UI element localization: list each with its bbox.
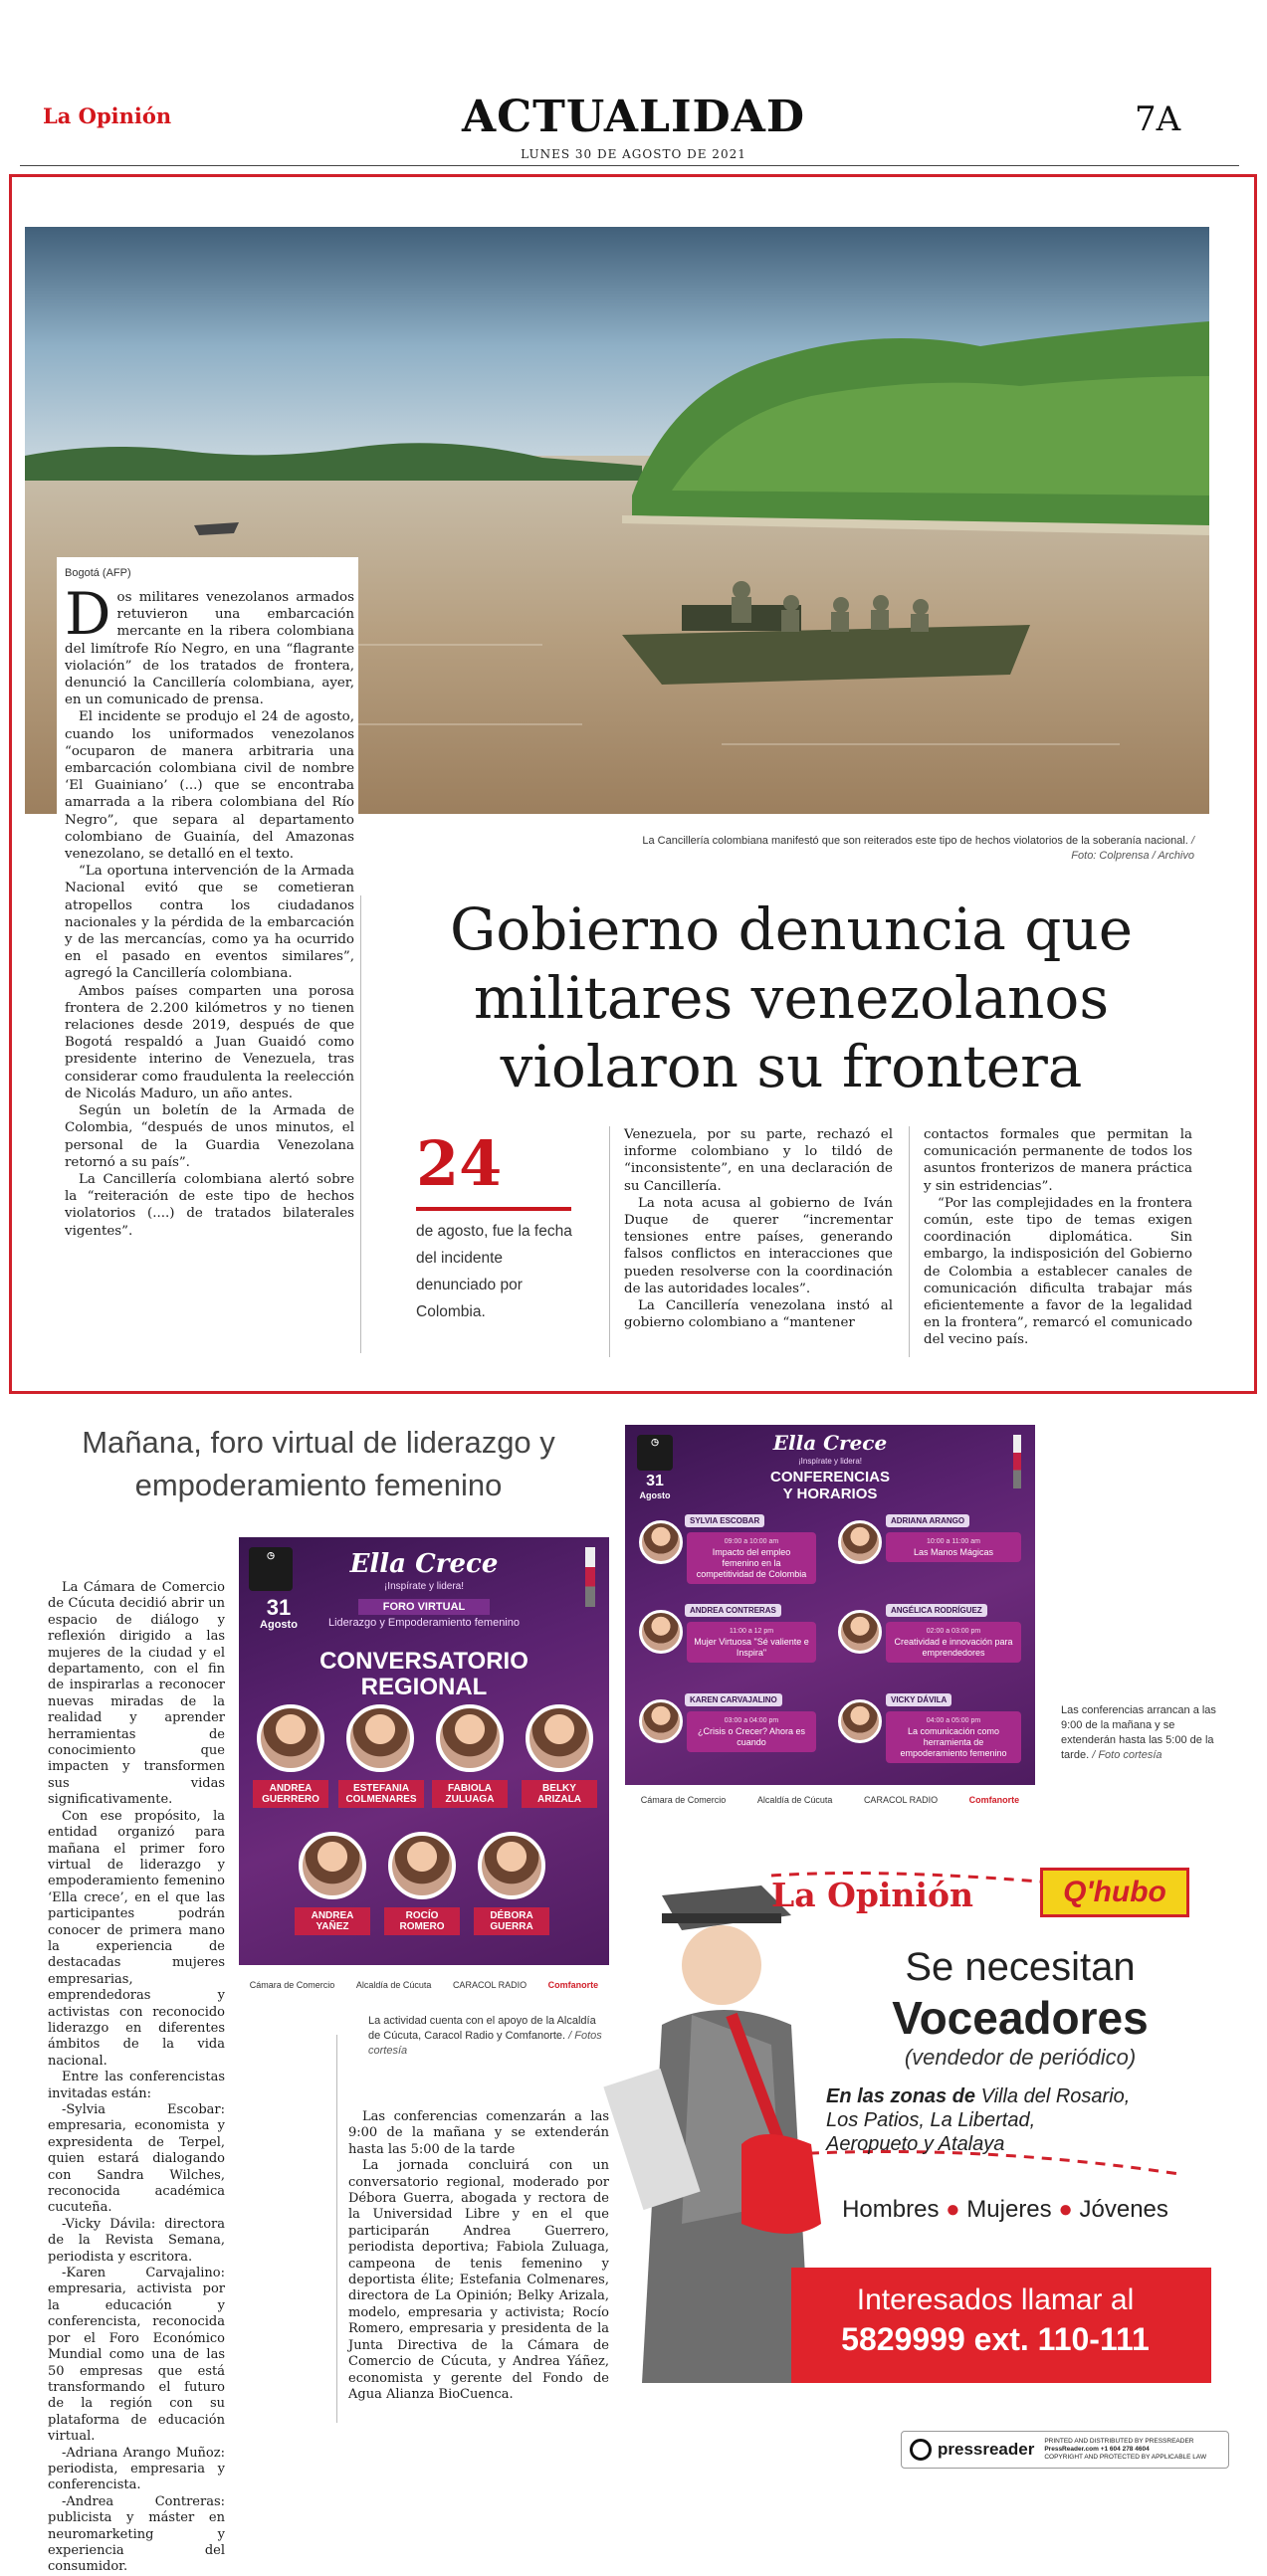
column-divider (909, 1126, 910, 1357)
poster-day: 31 (646, 1473, 664, 1489)
body-paragraph: Entre las conferencistas invitadas están: (48, 2070, 225, 2101)
slot-speaker: ANDREA CONTRERAS (685, 1604, 781, 1617)
body-paragraph: La nota acusa al gobierno de Iván Duque de querer “incrementar tensiones entre países, generando falsos conflictos en interacciones que pueden resolverse con la coordinación de las autoridades locales”. (624, 1195, 893, 1296)
poster-brand: Ella Crece (772, 1431, 888, 1455)
slot-speaker: VICKY DÁVILA (886, 1693, 951, 1706)
body-paragraph: La Cancillería colombiana alertó sobre la “reiteración de este tipo de hechos violatorios (....) de tratados bilaterales vigentes”. (65, 1171, 354, 1239)
body-paragraph: -Adriana Arango Muñoz: periodista, empresaria y conferencista. (48, 2445, 225, 2493)
body-paragraph: -Karen Carvajalino: empresaria, activista por la educación y conferencista, reconocida por el Foro Económico Mundial como una de las 50 empresas que está transformando el futuro de la región con su plataforma de educación virtual. (48, 2266, 225, 2445)
avatar (299, 1832, 366, 1899)
body-paragraph: -Andrea Contreras: publicista y máster en neuromarketing y experiencia del consumidor. (48, 2493, 225, 2575)
poster-title-line2: Y HORARIOS (782, 1486, 878, 1502)
body-paragraph: -Sylvia Escobar: empresaria, economista y expresidenta de Terpel, quien estará dialogando con Sandra Wilches, reconocida académica cucuteña. (48, 2102, 225, 2216)
poster-tagline: ¡Inspírate y lidera! (797, 1457, 863, 1466)
poster-subtitle: Liderazgo y Empoderamiento femenino (327, 1617, 520, 1629)
poster-day: 31 (266, 1595, 292, 1620)
slot-time: 04:00 a 05:00 pm (926, 1717, 981, 1724)
article-column-b (624, 1126, 893, 1331)
column-divider (360, 895, 361, 1353)
sponsor-logo: CARACOL RADIO (863, 1795, 939, 1805)
poster-month: Agosto (639, 1490, 671, 1500)
bullet-icon: ● (946, 2196, 967, 2223)
body-paragraph: Con ese propósito, la entidad organizó para mañana el primer foro virtual de liderazgo y empoderamiento femenino ‘Ella crece’, en el que las participantes podrán conocer de primera mano la experiencia de destacadas mujeres empresarias, emprendedoras y activistas con reconocido liderazgo en diferentes ámbitos de la vida nacional. (48, 1808, 225, 2069)
speaker-name: ESTEFANIA COLMENARES (338, 1780, 424, 1808)
poster1-caption (368, 2014, 607, 2059)
slot-topic-text: Impacto del empleo femenino en la competitividad de Colombia (696, 1547, 807, 1579)
audience-item: Jóvenes (1079, 2196, 1168, 2223)
caption-text: Las conferencias arrancan a las 9:00 de la mañana y se extenderán hasta las 5:00 de la tarde. (1061, 1704, 1216, 1761)
slot-time: 09:00 a 10:00 am (724, 1538, 779, 1545)
foro-column-1 (48, 1580, 225, 2576)
poster-color-bars (585, 1547, 595, 1607)
ad-zone: Los Patios, La Libertad, (826, 2109, 1036, 2131)
foro-column-2 (348, 2109, 609, 2403)
slot-topic (687, 1711, 816, 1752)
ad-audience (806, 2196, 1204, 2224)
section-title: ACTUALIDAD (461, 92, 806, 142)
lead-column (57, 557, 358, 1363)
avatar (436, 1704, 504, 1772)
avatar (257, 1704, 324, 1772)
slot-topic-text: Las Manos Mágicas (913, 1547, 994, 1557)
slot-speaker: SYLVIA ESCOBAR (685, 1514, 764, 1527)
poster-color-bars (1013, 1435, 1021, 1488)
ad-zone: Aeropueto y Atalaya (826, 2133, 1005, 2155)
sponsor-logo: Alcaldía de Cúcuta (355, 1980, 432, 1990)
pressreader-line: COPYRIGHT AND PROTECTED BY APPLICABLE LAW (1044, 2454, 1207, 2461)
pressreader-wordmark: pressreader (938, 2440, 1035, 2459)
page-number: 7A (1135, 99, 1181, 139)
slot-time: 10:00 a 11:00 am (927, 1538, 980, 1545)
conversatorio-poster (239, 1537, 609, 2005)
body-paragraph: La Cancillería venezolana instó al gobierno colombiano a “mantener (624, 1298, 893, 1331)
speaker-name: ROCÍO ROMERO (384, 1907, 460, 1935)
calendar-icon: ◷ (249, 1547, 293, 1591)
article-column-c (924, 1126, 1192, 1349)
sponsor-logos (239, 1965, 609, 2005)
pressreader-line: PressReader.com +1 604 278 4604 (1044, 2446, 1150, 2453)
foro-headline: Mañana, foro virtual de liderazgo y empoderamiento femenino (82, 1425, 555, 1502)
poster-brand: Ella Crece (349, 1549, 499, 1579)
ad-line2: Voceadores (892, 1992, 1149, 2044)
sponsor-logo: Comfanorte (968, 1795, 1020, 1805)
speaker-name: ANDREA GUERRERO (253, 1780, 328, 1808)
conferencias-poster (625, 1425, 1035, 1815)
caption-text: La actividad cuenta con el apoyo de la Alcaldía de Cúcuta, Caracol Radio y Comfanorte. (368, 2015, 596, 2042)
sponsor-logo: Alcaldía de Cúcuta (756, 1795, 833, 1805)
avatar (639, 1699, 683, 1743)
slot-topic-text: Creatividad e innovación para emprendedores (894, 1637, 1013, 1658)
ad-brand-laopinion: La Opinión (771, 1876, 973, 1914)
speaker-name: DÉBORA GUERRA (474, 1907, 549, 1935)
body-paragraph: Las conferencias comenzarán a las 9:00 de la mañana y se extenderán hasta las 5:00 de la tarde (348, 2109, 609, 2157)
slot-topic-text: La comunicación como herramienta de empoderamiento femenino (900, 1726, 1007, 1758)
dateline: Bogotá (AFP) (65, 567, 131, 579)
body-paragraph: La jornada concluirá con un conversatorio regional, moderado por Débora Guerra, abogada y rectora de la Universidad Libre y en el que participarán Andrea Guerrero, periodista deportiva; Fabiola Zuluaga, campeona de tenis femenino y deportista élite; Estefania Colmenares, directora de La Opinión; Belky Arizala, modelo, empresaria y activista; Rocío Romero, empresaria y presidenta de la Junta Directiva de la Cámara de Comercio de Cúcuta, y Andrea Yáñez, economista y gerente del Fondo de Agua Alianza BioCuenca. (348, 2158, 609, 2402)
slot-speaker: ANGÉLICA RODRÍGUEZ (886, 1604, 987, 1617)
photo-caption (627, 834, 1194, 864)
stat-text: de agosto, fue la fecha del incidente denunciado por Colombia. (416, 1223, 572, 1320)
stat-rule (416, 1207, 571, 1211)
ad-zones (826, 2084, 1204, 2156)
sponsor-logo: CARACOL RADIO (452, 1980, 528, 1990)
column-divider (609, 1126, 610, 1357)
body-paragraph: contactos formales que permitan la comunicación permanente de todos los asuntos fronterizos de manera práctica y sin estridencias”. (924, 1127, 1192, 1194)
slot-topic-text: ¿Crisis o Crecer? Ahora es cuando (697, 1726, 806, 1747)
slot-speaker: ADRIANA ARANGO (886, 1514, 969, 1527)
ad-line1: Se necesitan (905, 1945, 1136, 1989)
avatar (639, 1520, 683, 1564)
avatar (838, 1610, 882, 1654)
sponsor-logo: Cámara de Comercio (249, 1980, 335, 1990)
avatar (526, 1704, 593, 1772)
avatar (478, 1832, 545, 1899)
lead-paragraph (65, 580, 354, 708)
avatar (639, 1610, 683, 1654)
poster-title-line1: CONFERENCIAS (769, 1469, 890, 1486)
ad-brand-qhubo: Q'hubo (1040, 1868, 1189, 1917)
sponsor-logos (625, 1785, 1035, 1815)
pressreader-badge (901, 2431, 1229, 2469)
lead-paragraph-text: os militares venezolanos armados retuvieron una embarcación mercante en la ribera colombiana del limítrofe Río Negro, en una “flagrante violación” de los tratados de frontera, denunció la Cancillería colombiana, ayer, en un comunicado de prensa. (65, 590, 354, 708)
body-paragraph: “La oportuna intervención de la Armada Nacional evitó que se cometieran atropellos contra los ciudadanos nacionales y la pérdida de la embarcación y de las mercancías, como ya ha ocurrido en el pasado en eventos similares”, agregó la Cancillería colombiana. (65, 864, 354, 982)
audience-item: Mujeres (966, 2196, 1052, 2223)
poster-title (715, 1469, 946, 1502)
body-paragraph: Según un boletín de la Armada de Colombia, “después de unos minutos, el personal de la Guardia Venezolana retornó a su país”. (65, 1103, 354, 1170)
drop-cap: D (65, 580, 111, 648)
avatar (838, 1520, 882, 1564)
slot-time: 11:00 a 12 pm (729, 1628, 774, 1635)
slot-topic (687, 1622, 816, 1663)
body-paragraph: La Cámara de Comercio de Cúcuta decidió abrir un espacio de diálogo y reflexión dirigido a las mujeres de la ciudad y el departamento, con el fin de inspirarlas a reconocer nuevas miradas de la realidad y aprender herramientas de conocimiento que impacten y transformen sus vidas significativamente. (48, 1580, 225, 1808)
ad-cta-phone: 5829999 ext. 110-111 (841, 2321, 1150, 2357)
body-paragraph: “Por las complejidades en la frontera común, este tipo de temas exigen coordinación diplomática. Sin embargo, la indisposición del Gobierno de Colombia a establecer canales de comunicación dificulta trabajar más eficientemente a favor de la legalidad en la frontera”, remarcó el comunicado del vecino país. (924, 1195, 1192, 1348)
poster2-caption (1061, 1703, 1230, 1763)
ad-zone: Villa del Rosario, (980, 2085, 1131, 2107)
avatar (388, 1832, 456, 1899)
slot-topic-text: Mujer Virtuosa "Sé valiente e Inspira" (694, 1637, 809, 1658)
ad-line3: (vendedor de periódico) (904, 2045, 1137, 2070)
bullet-icon: ● (1058, 2196, 1080, 2223)
audience-item: Hombres (842, 2196, 940, 2223)
column-divider (336, 2035, 337, 2423)
body-paragraph: Venezuela, por su parte, rechazó el informe colombiano y lo tildó de “inconsistente”, en una declaración de su Cancillería. (624, 1127, 893, 1194)
header-rule (20, 165, 1239, 166)
article-headline: Gobierno denuncia que militares venezolanos violaron su frontera (449, 895, 1134, 1100)
slot-topic (886, 1711, 1021, 1763)
speaker-name: ANDREA YAÑEZ (295, 1907, 370, 1935)
slot-time: 03:00 a 04:00 pm (724, 1717, 779, 1724)
pressreader-line: PRINTED AND DISTRIBUTED BY PRESSREADER (1044, 2438, 1194, 2445)
ad-cta-line1: Interesados llamar al (856, 2283, 1135, 2316)
pressreader-note (1044, 2438, 1206, 2462)
sponsor-logo: Comfanorte (547, 1980, 599, 1990)
calendar-icon: ◷ (637, 1435, 673, 1471)
pressreader-logo-icon (910, 2439, 932, 2461)
avatar (838, 1699, 882, 1743)
ad-zones-prefix: En las zonas de (826, 2085, 976, 2107)
slot-time: 02:00 a 03:00 pm (926, 1628, 981, 1635)
slot-topic (886, 1532, 1021, 1562)
speaker-name: BELKY ARIZALA (522, 1780, 597, 1808)
slot-topic (687, 1532, 816, 1584)
body-paragraph: El incidente se produjo el 24 de agosto, cuando los uniformados venezolanos “ocuparon de manera arbitraria una embarcación colombiana civil de nombre ‘El Guainiano’ (...) que se encontraba amarrada a la ribera colombiana del Río Negro”, que separa al departamento colombiano de Guainía, del Amazonas venezolano, se detalló en el texto. (65, 709, 354, 863)
caption-credit: / Foto cortesía (1092, 1749, 1162, 1761)
slot-speaker: KAREN CARVAJALINO (685, 1693, 782, 1706)
poster-month: Agosto (260, 1619, 298, 1631)
stat-number: 24 (416, 1127, 503, 1200)
voceadores-ad (622, 1846, 1211, 2383)
poster-tagline: ¡Inspírate y lidera! (383, 1581, 465, 1592)
poster-mode: FORO VIRTUAL (358, 1599, 490, 1615)
avatar (346, 1704, 414, 1772)
poster-title (279, 1649, 569, 1700)
sponsor-logo: Cámara de Comercio (640, 1795, 727, 1805)
body-paragraph: Ambos países comparten una porosa frontera de 2.200 kilómetros y no tienen relaciones desde 2019, después de que Bogotá respaldó a Juan Guaidó como presidente interino de Venezuela, tras considerar como fraudulenta la reelección de Nicolás Maduro, un año antes. (65, 983, 354, 1101)
slot-topic (886, 1622, 1021, 1663)
photo-credit: / Foto: Colprensa / Archivo (1071, 835, 1194, 862)
photo-caption-text: La Cancillería colombiana manifestó que son reiterados este tipo de hechos violatorios de la soberanía nacional. (642, 835, 1188, 847)
body-paragraph: -Vicky Dávila: directora de la Revista Semana, periodista y escritora. (48, 2216, 225, 2265)
poster-title-line1: CONVERSATORIO (319, 1648, 528, 1675)
poster-title-line2: REGIONAL (360, 1674, 488, 1700)
caption-credit: / Fotos cortesía (368, 2030, 602, 2057)
masthead-logo: La Opinión (43, 103, 172, 128)
speaker-name: FABIOLA ZULUAGA (432, 1780, 508, 1808)
issue-date: LUNES 30 DE AGOSTO DE 2021 (521, 147, 746, 161)
